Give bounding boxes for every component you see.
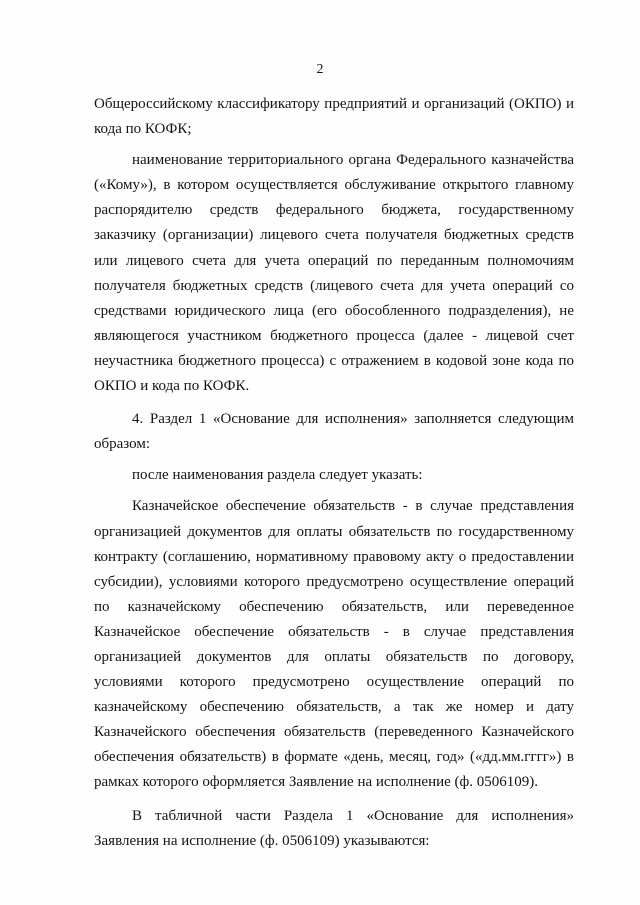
paragraph: наименование территориального органа Федерального казначейства («Кому»), в котором осуществляется обслуживание открытого главному распорядителю средств федерального бюджета, государственному заказчику (организации) лицевого счета получателя бюджетных средств или лицевого счета для учета операций по переданным полномочиям получателя бюджетных средств (лицевого счета для учета операций со средствами юридического лица (его обособленного подразделения), не являющегося участником бюджетного процесса (далее - лицевой счет неучастника бюджетного процесса) с отражением в кодовой зоне кода по ОКПО и кода по КОФК.	[94, 152, 574, 395]
paragraph: 4. Раздел 1 «Основание для исполнения» заполняется следующим образом:	[94, 411, 574, 453]
page-number: 2	[316, 62, 324, 77]
paragraph: В табличной части Раздела 1 «Основание для исполнения» Заявления на исполнение (ф. 0506109) указываются:	[94, 807, 574, 849]
paragraph: Казначейское обеспечение обязательств - в случае представления организацией документов для оплаты обязательств по государственному контракту (соглашению, нормативному правовому акту о предоставлении субсидии), условиями которого предусмотрено осуществление операций по казначейскому обеспечению обязательств, или переведенное Казначейское обеспечение обязательств - в случае представления организацией документов для оплаты обязательств по договору, условиями которого предусмотрено осуществление операций по казначейскому обеспечению обязательств, а так же номер и дату Казначейского обеспечения обязательств (переведенного Казначейского обеспечения обязательств) в формате «день, месяц, год» («дд.мм.гггг») в рамках которого оформляется Заявление на исполнение (ф. 0506109).	[94, 498, 574, 791]
document-body	[94, 92, 574, 854]
paragraph: Общероссийскому классификатору предприятий и организаций (ОКПО) и кода по КОФК;	[94, 96, 574, 138]
paragraph: после наименования раздела следует указать:	[132, 467, 423, 484]
